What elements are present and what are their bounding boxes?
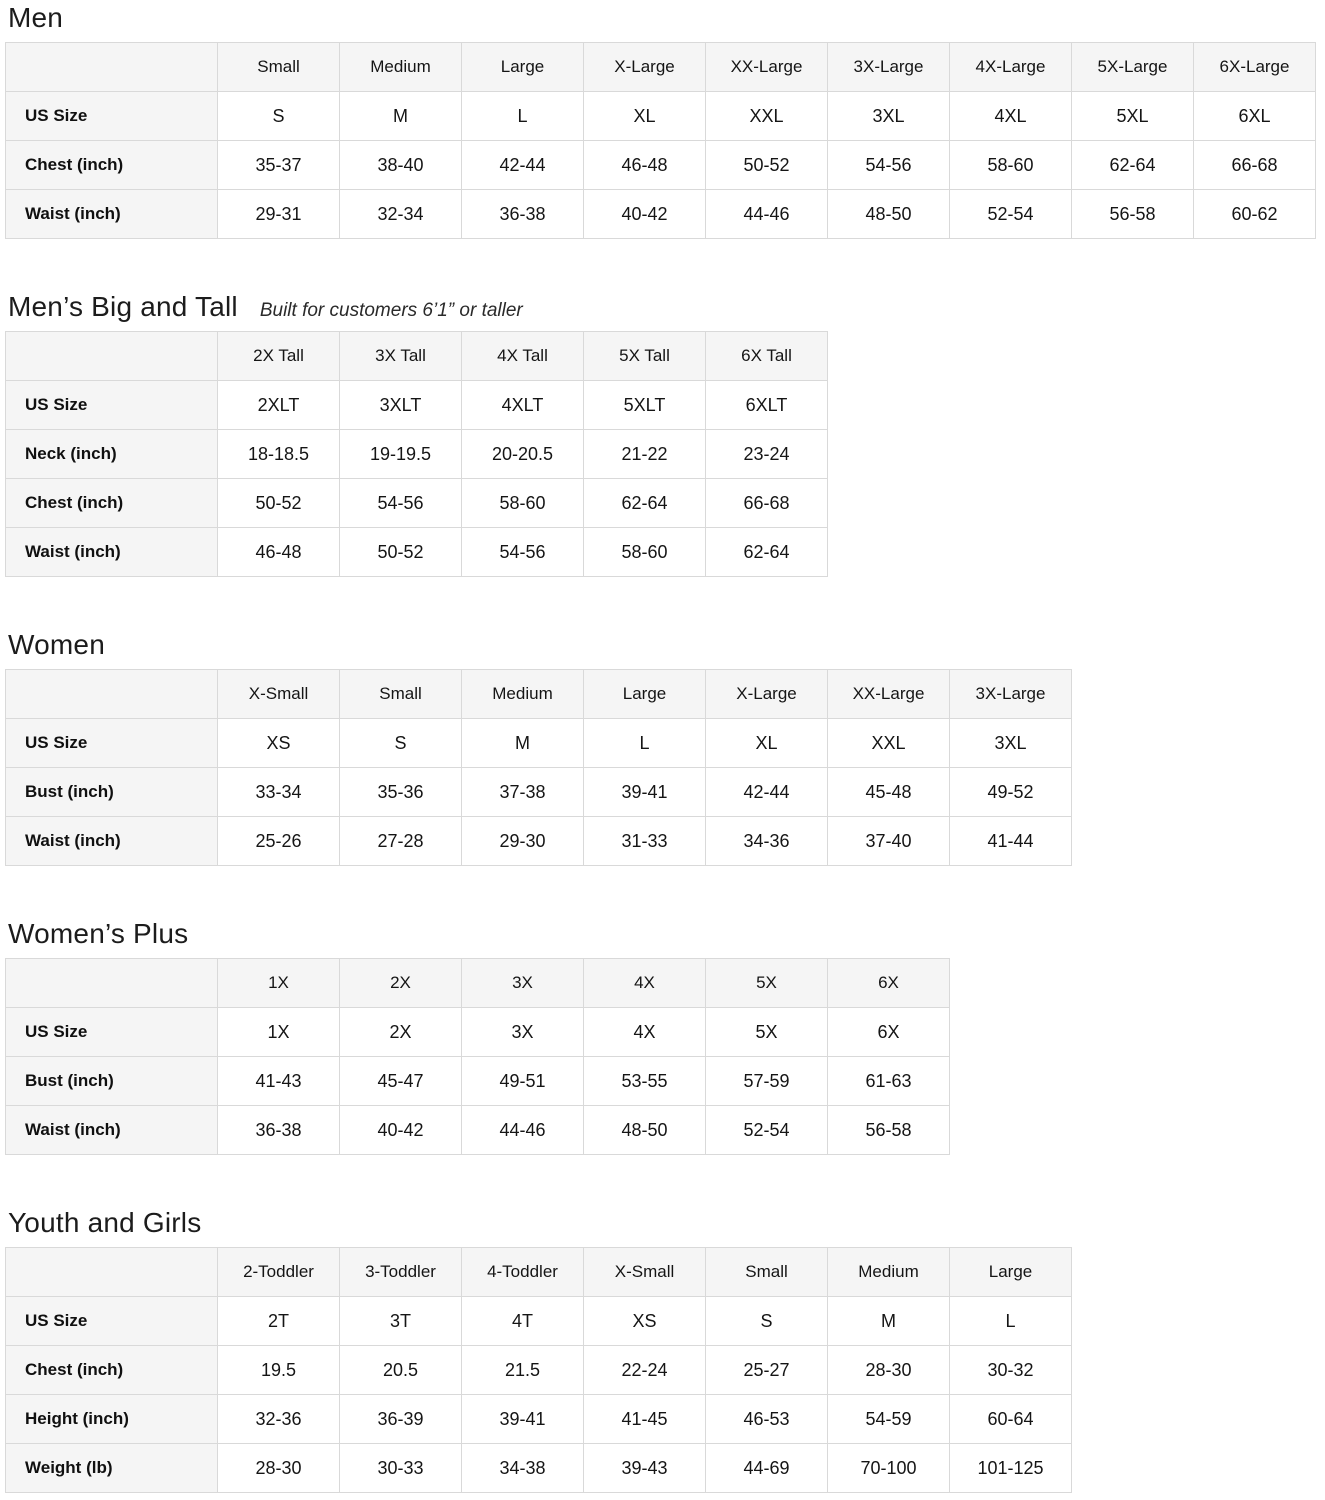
size-value-cell: 39-43 [584, 1444, 706, 1493]
size-value-cell: XS [218, 719, 340, 768]
size-value-cell: 2T [218, 1297, 340, 1346]
size-table [5, 669, 1072, 866]
row-label: Chest (inch) [6, 1346, 218, 1395]
size-value-cell: 50-52 [706, 141, 828, 190]
table-row [6, 430, 828, 479]
size-value-cell: 23-24 [706, 430, 828, 479]
size-value-cell: S [340, 719, 462, 768]
column-header: 1X [218, 959, 340, 1008]
size-table-header-row [6, 959, 950, 1008]
size-value-cell: 49-52 [950, 768, 1072, 817]
size-value-cell: XS [584, 1297, 706, 1346]
size-value-cell: 58-60 [584, 528, 706, 577]
column-header: X-Large [706, 670, 828, 719]
size-value-cell: 27-28 [340, 817, 462, 866]
size-value-cell: 35-36 [340, 768, 462, 817]
size-value-cell: 30-33 [340, 1444, 462, 1493]
size-section-women [5, 629, 1325, 866]
column-header: Medium [340, 43, 462, 92]
size-table [5, 331, 828, 577]
size-value-cell: 41-45 [584, 1395, 706, 1444]
size-value-cell: 21.5 [462, 1346, 584, 1395]
column-header: 2-Toddler [218, 1248, 340, 1297]
size-value-cell: 41-43 [218, 1057, 340, 1106]
size-value-cell: 37-40 [828, 817, 950, 866]
size-table [5, 958, 950, 1155]
table-row [6, 381, 828, 430]
size-value-cell: 35-37 [218, 141, 340, 190]
size-value-cell: 28-30 [218, 1444, 340, 1493]
size-value-cell: 33-34 [218, 768, 340, 817]
size-value-cell: 45-47 [340, 1057, 462, 1106]
size-value-cell: 54-56 [340, 479, 462, 528]
column-header: 3-Toddler [340, 1248, 462, 1297]
column-header: XX-Large [828, 670, 950, 719]
size-value-cell: 49-51 [462, 1057, 584, 1106]
column-header: 3X [462, 959, 584, 1008]
size-value-cell: 3XL [828, 92, 950, 141]
section-title: Women’s Plus [8, 918, 189, 949]
row-label: Waist (inch) [6, 190, 218, 239]
table-row [6, 92, 1316, 141]
size-value-cell: 32-36 [218, 1395, 340, 1444]
size-value-cell: 40-42 [340, 1106, 462, 1155]
size-value-cell: 57-59 [706, 1057, 828, 1106]
size-value-cell: 42-44 [462, 141, 584, 190]
corner-cell [6, 43, 218, 92]
size-table-header-row [6, 43, 1316, 92]
size-value-cell: 28-30 [828, 1346, 950, 1395]
column-header: 5X Tall [584, 332, 706, 381]
row-label: US Size [6, 1008, 218, 1057]
size-value-cell: 25-26 [218, 817, 340, 866]
size-value-cell: 3XL [950, 719, 1072, 768]
row-label: Chest (inch) [6, 479, 218, 528]
size-value-cell: 31-33 [584, 817, 706, 866]
row-label: Waist (inch) [6, 528, 218, 577]
size-value-cell: S [706, 1297, 828, 1346]
size-value-cell: 41-44 [950, 817, 1072, 866]
size-value-cell: 5XLT [584, 381, 706, 430]
size-value-cell: M [340, 92, 462, 141]
row-label: Bust (inch) [6, 1057, 218, 1106]
size-value-cell: 39-41 [462, 1395, 584, 1444]
size-value-cell: 25-27 [706, 1346, 828, 1395]
size-value-cell: 29-30 [462, 817, 584, 866]
size-value-cell: 22-24 [584, 1346, 706, 1395]
size-value-cell: 61-63 [828, 1057, 950, 1106]
size-value-cell: 40-42 [584, 190, 706, 239]
size-value-cell: 19-19.5 [340, 430, 462, 479]
column-header: Small [706, 1248, 828, 1297]
column-header: 5X [706, 959, 828, 1008]
column-header: Small [340, 670, 462, 719]
table-row [6, 1057, 950, 1106]
size-value-cell: 101-125 [950, 1444, 1072, 1493]
row-label: Chest (inch) [6, 141, 218, 190]
row-label: US Size [6, 92, 218, 141]
size-value-cell: 48-50 [584, 1106, 706, 1155]
size-table [5, 42, 1316, 239]
size-value-cell: 46-53 [706, 1395, 828, 1444]
row-label: Neck (inch) [6, 430, 218, 479]
corner-cell [6, 670, 218, 719]
column-header: Large [462, 43, 584, 92]
size-value-cell: 38-40 [340, 141, 462, 190]
column-header: 4X-Large [950, 43, 1072, 92]
size-value-cell: 62-64 [706, 528, 828, 577]
table-row [6, 190, 1316, 239]
size-value-cell: 70-100 [828, 1444, 950, 1493]
table-row [6, 817, 1072, 866]
section-title: Men [8, 2, 64, 33]
column-header: 6X [828, 959, 950, 1008]
size-value-cell: 39-41 [584, 768, 706, 817]
section-header [8, 1207, 1325, 1239]
size-value-cell: M [462, 719, 584, 768]
section-header [8, 291, 1325, 323]
table-row [6, 1008, 950, 1057]
size-value-cell: 20.5 [340, 1346, 462, 1395]
column-header: 2X Tall [218, 332, 340, 381]
size-value-cell: 36-38 [462, 190, 584, 239]
size-value-cell: 44-46 [462, 1106, 584, 1155]
size-value-cell: L [462, 92, 584, 141]
size-value-cell: XXL [828, 719, 950, 768]
size-value-cell: 48-50 [828, 190, 950, 239]
size-value-cell: 54-56 [828, 141, 950, 190]
size-value-cell: 46-48 [218, 528, 340, 577]
size-value-cell: 54-59 [828, 1395, 950, 1444]
size-table-body [6, 1297, 1072, 1493]
corner-cell [6, 332, 218, 381]
column-header: 4-Toddler [462, 1248, 584, 1297]
column-header: Small [218, 43, 340, 92]
size-value-cell: 1X [218, 1008, 340, 1057]
row-label: US Size [6, 719, 218, 768]
section-title: Women [8, 629, 105, 660]
size-value-cell: 37-38 [462, 768, 584, 817]
size-value-cell: 62-64 [1072, 141, 1194, 190]
size-value-cell: L [950, 1297, 1072, 1346]
size-table [5, 1247, 1072, 1493]
size-value-cell: 30-32 [950, 1346, 1072, 1395]
column-header: Medium [462, 670, 584, 719]
column-header: 6X Tall [706, 332, 828, 381]
table-row [6, 768, 1072, 817]
size-table-body [6, 1008, 950, 1155]
size-value-cell: 2XLT [218, 381, 340, 430]
size-value-cell: 5X [706, 1008, 828, 1057]
size-value-cell: 44-69 [706, 1444, 828, 1493]
size-value-cell: 52-54 [706, 1106, 828, 1155]
size-value-cell: 6XL [1194, 92, 1316, 141]
size-value-cell: 58-60 [462, 479, 584, 528]
corner-cell [6, 959, 218, 1008]
size-value-cell: 36-39 [340, 1395, 462, 1444]
size-value-cell: 5XL [1072, 92, 1194, 141]
size-table-header-row [6, 1248, 1072, 1297]
table-row [6, 1395, 1072, 1444]
row-label: Height (inch) [6, 1395, 218, 1444]
size-value-cell: 19.5 [218, 1346, 340, 1395]
section-header [8, 918, 1325, 950]
column-header: 3X Tall [340, 332, 462, 381]
section-title: Men’s Big and Tall [8, 291, 238, 322]
size-value-cell: XXL [706, 92, 828, 141]
column-header: Large [584, 670, 706, 719]
size-value-cell: 34-36 [706, 817, 828, 866]
size-value-cell: 52-54 [950, 190, 1072, 239]
section-header [8, 629, 1325, 661]
size-value-cell: 36-38 [218, 1106, 340, 1155]
size-value-cell: 6XLT [706, 381, 828, 430]
column-header: 3X-Large [828, 43, 950, 92]
size-section-men [5, 2, 1325, 239]
size-value-cell: M [828, 1297, 950, 1346]
column-header: X-Small [218, 670, 340, 719]
size-table-header-row [6, 332, 828, 381]
row-label: Bust (inch) [6, 768, 218, 817]
size-section-womens-plus [5, 918, 1325, 1155]
section-header [8, 2, 1325, 34]
section-subtitle: Built for customers 6’1” or taller [259, 300, 523, 321]
column-header: X-Large [584, 43, 706, 92]
size-value-cell: 66-68 [1194, 141, 1316, 190]
size-value-cell: 18-18.5 [218, 430, 340, 479]
size-table-body [6, 381, 828, 577]
column-header: 3X-Large [950, 670, 1072, 719]
size-value-cell: 21-22 [584, 430, 706, 479]
size-value-cell: 42-44 [706, 768, 828, 817]
size-table-header-row [6, 670, 1072, 719]
size-value-cell: 56-58 [828, 1106, 950, 1155]
table-row [6, 479, 828, 528]
size-value-cell: 44-46 [706, 190, 828, 239]
size-value-cell: 3XLT [340, 381, 462, 430]
size-value-cell: 4XLT [462, 381, 584, 430]
size-value-cell: 4XL [950, 92, 1072, 141]
size-value-cell: 60-62 [1194, 190, 1316, 239]
size-value-cell: 6X [828, 1008, 950, 1057]
corner-cell [6, 1248, 218, 1297]
row-label: Waist (inch) [6, 1106, 218, 1155]
table-row [6, 1346, 1072, 1395]
size-value-cell: 58-60 [950, 141, 1072, 190]
size-value-cell: L [584, 719, 706, 768]
size-value-cell: 3T [340, 1297, 462, 1346]
column-header: 4X [584, 959, 706, 1008]
column-header: Large [950, 1248, 1072, 1297]
size-value-cell: 4X [584, 1008, 706, 1057]
size-value-cell: 46-48 [584, 141, 706, 190]
column-header: 2X [340, 959, 462, 1008]
section-title: Youth and Girls [8, 1207, 202, 1238]
column-header: X-Small [584, 1248, 706, 1297]
size-table-body [6, 719, 1072, 866]
row-label: US Size [6, 1297, 218, 1346]
size-value-cell: 53-55 [584, 1057, 706, 1106]
size-value-cell: 20-20.5 [462, 430, 584, 479]
size-value-cell: 54-56 [462, 528, 584, 577]
size-value-cell: 32-34 [340, 190, 462, 239]
size-table-body [6, 92, 1316, 239]
column-header: XX-Large [706, 43, 828, 92]
table-row [6, 1297, 1072, 1346]
size-value-cell: 60-64 [950, 1395, 1072, 1444]
size-value-cell: 50-52 [340, 528, 462, 577]
size-value-cell: 62-64 [584, 479, 706, 528]
size-value-cell: 29-31 [218, 190, 340, 239]
row-label: Waist (inch) [6, 817, 218, 866]
size-value-cell: S [218, 92, 340, 141]
size-value-cell: 56-58 [1072, 190, 1194, 239]
column-header: 4X Tall [462, 332, 584, 381]
size-value-cell: 2X [340, 1008, 462, 1057]
column-header: Medium [828, 1248, 950, 1297]
size-section-youth-and-girls [5, 1207, 1325, 1493]
size-value-cell: XL [706, 719, 828, 768]
column-header: 5X-Large [1072, 43, 1194, 92]
size-value-cell: XL [584, 92, 706, 141]
row-label: US Size [6, 381, 218, 430]
table-row [6, 1444, 1072, 1493]
size-value-cell: 45-48 [828, 768, 950, 817]
size-value-cell: 66-68 [706, 479, 828, 528]
table-row [6, 528, 828, 577]
column-header: 6X-Large [1194, 43, 1316, 92]
size-value-cell: 4T [462, 1297, 584, 1346]
size-section-mens-big-and-tall [5, 291, 1325, 577]
table-row [6, 1106, 950, 1155]
table-row [6, 719, 1072, 768]
size-value-cell: 34-38 [462, 1444, 584, 1493]
size-value-cell: 3X [462, 1008, 584, 1057]
table-row [6, 141, 1316, 190]
row-label: Weight (lb) [6, 1444, 218, 1493]
size-value-cell: 50-52 [218, 479, 340, 528]
